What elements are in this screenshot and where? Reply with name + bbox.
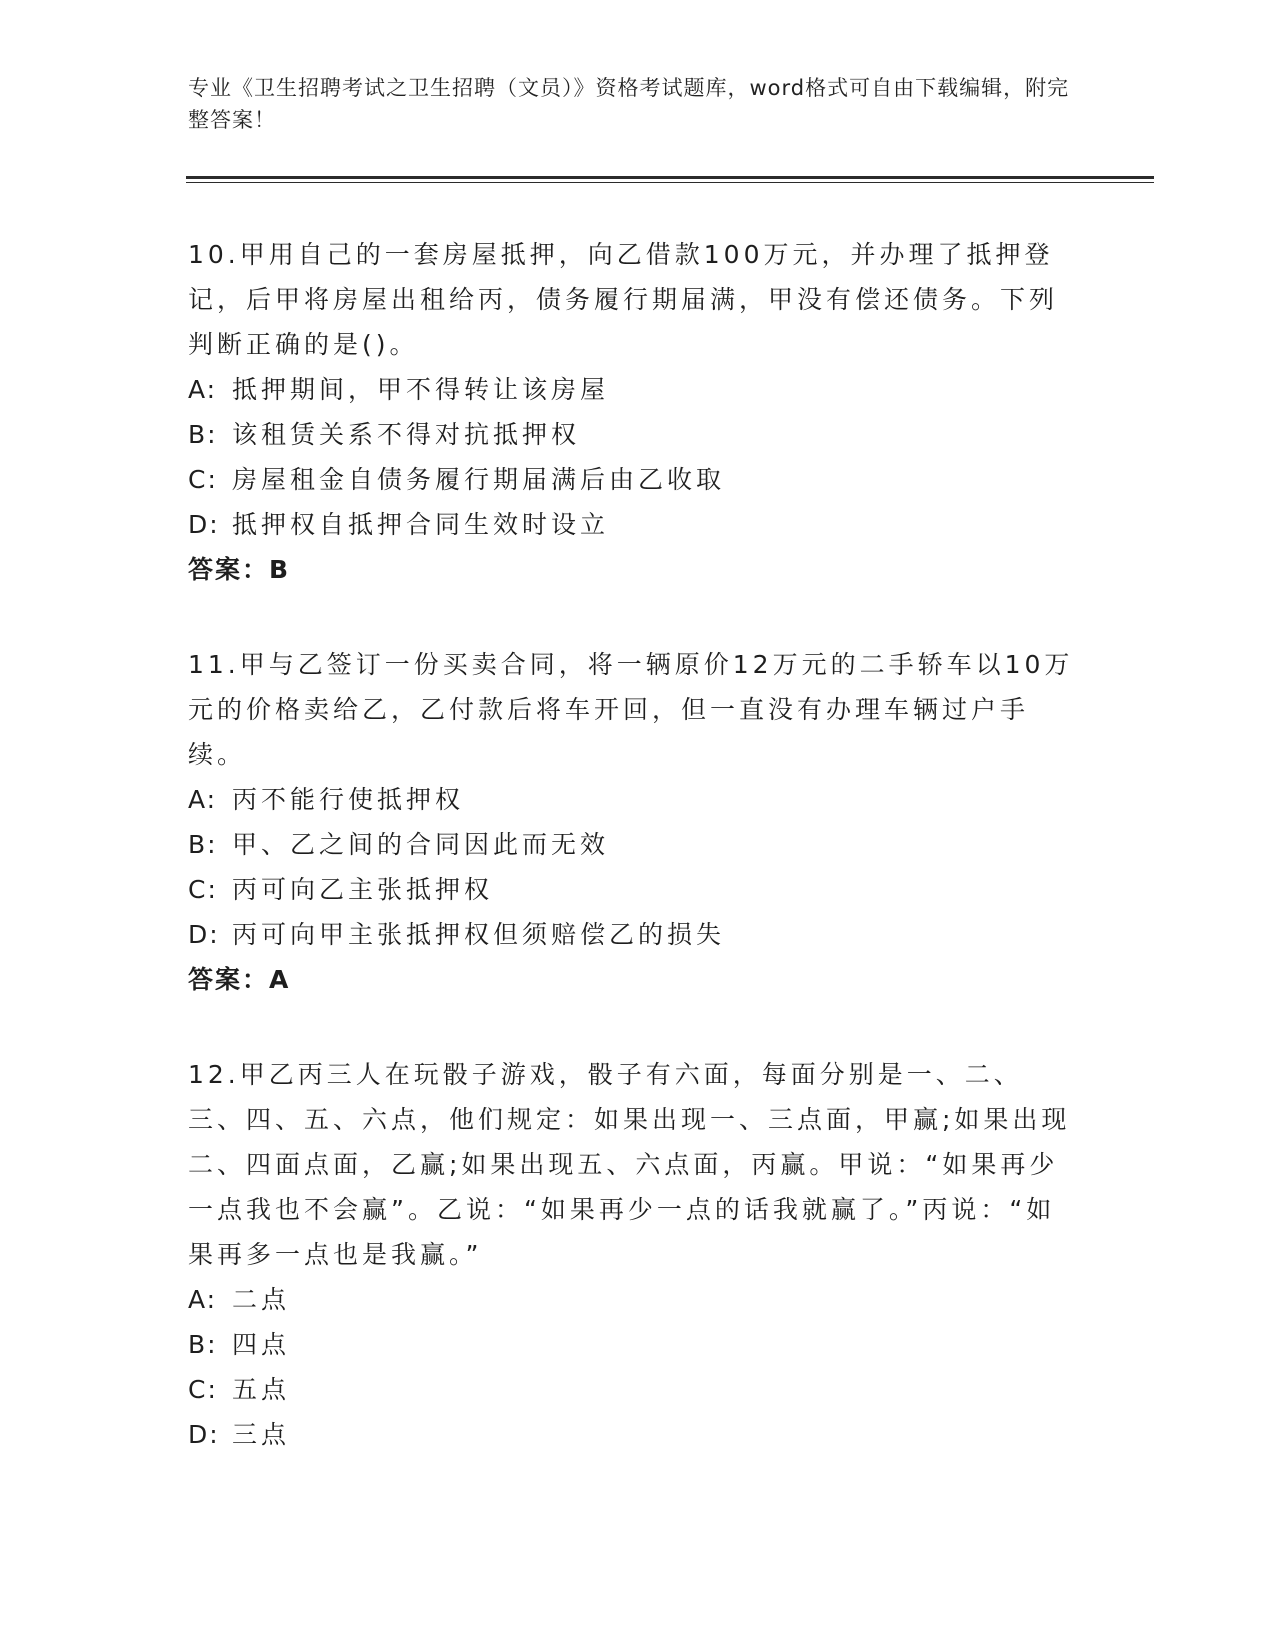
option-text: 五点: [232, 1375, 291, 1404]
question-stem: 10.甲用自己的一套房屋抵押，向乙借款100万元，并办理了抵押登记，后甲将房屋出租给丙，债务履行期届满，甲没有偿还债务。下列判断正确的是()。: [188, 240, 1059, 359]
option-a: [188, 777, 1078, 822]
option-a: [188, 367, 1078, 412]
option-key: A:: [188, 785, 218, 814]
option-c: [188, 1367, 1078, 1412]
document-header: 专业《卫生招聘考试之卫生招聘（文员）》资格考试题库，word格式可自由下载编辑，附完整答案！: [188, 76, 1070, 132]
option-d: [188, 912, 1078, 957]
option-key: B:: [188, 1330, 218, 1359]
option-b: [188, 1322, 1078, 1367]
option-text: 四点: [232, 1330, 291, 1359]
question-stem: 12.甲乙丙三人在玩骰子游戏，骰子有六面，每面分别是一、二、三、四、五、六点，他们规定：如果出现一、三点面，甲赢;如果出现二、四面点面，乙赢;如果出现五、六点面，丙赢。甲说：“如果再少一点我也不会赢”。乙说：“如果再少一点的话我就赢了。”丙说：“如果再多一点也是我赢。”: [188, 1060, 1071, 1269]
question-12: [188, 1052, 1078, 1457]
option-c: [188, 867, 1078, 912]
option-key: C:: [188, 1375, 218, 1404]
option-key: B:: [188, 420, 218, 449]
option-a: [188, 1277, 1078, 1322]
option-text: 丙可向甲主张抵押权但须赔偿乙的损失: [232, 920, 726, 949]
header-divider-thick: [186, 176, 1154, 179]
answer-line: 答案：B: [188, 555, 291, 584]
option-d: [188, 502, 1078, 547]
option-text: 抵押期间，甲不得转让该房屋: [232, 375, 610, 404]
option-key: B:: [188, 830, 218, 859]
option-key: A:: [188, 1285, 218, 1314]
answer-line: 答案：A: [188, 965, 291, 994]
option-b: [188, 822, 1078, 867]
option-text: 三点: [232, 1420, 291, 1449]
question-10: [188, 232, 1078, 592]
option-c: [188, 457, 1078, 502]
question-stem: 11.甲与乙签订一份买卖合同，将一辆原价12万元的二手轿车以10万元的价格卖给乙，乙付款后将车开回，但一直没有办理车辆过户手续。: [188, 650, 1074, 769]
option-key: D:: [188, 920, 220, 949]
option-key: D:: [188, 510, 220, 539]
option-text: 房屋租金自债务履行期届满后由乙收取: [232, 465, 726, 494]
option-d: [188, 1412, 1078, 1457]
option-text: 该租赁关系不得对抗抵押权: [232, 420, 581, 449]
option-text: 丙不能行使抵押权: [232, 785, 465, 814]
option-key: C:: [188, 465, 218, 494]
option-text: 二点: [232, 1285, 291, 1314]
option-text: 甲、乙之间的合同因此而无效: [232, 830, 610, 859]
option-key: D:: [188, 1420, 220, 1449]
option-key: C:: [188, 875, 218, 904]
option-key: A:: [188, 375, 218, 404]
option-text: 丙可向乙主张抵押权: [232, 875, 494, 904]
header-divider-thin: [186, 182, 1154, 183]
option-b: [188, 412, 1078, 457]
question-11: [188, 642, 1078, 1002]
option-text: 抵押权自抵押合同生效时设立: [232, 510, 610, 539]
